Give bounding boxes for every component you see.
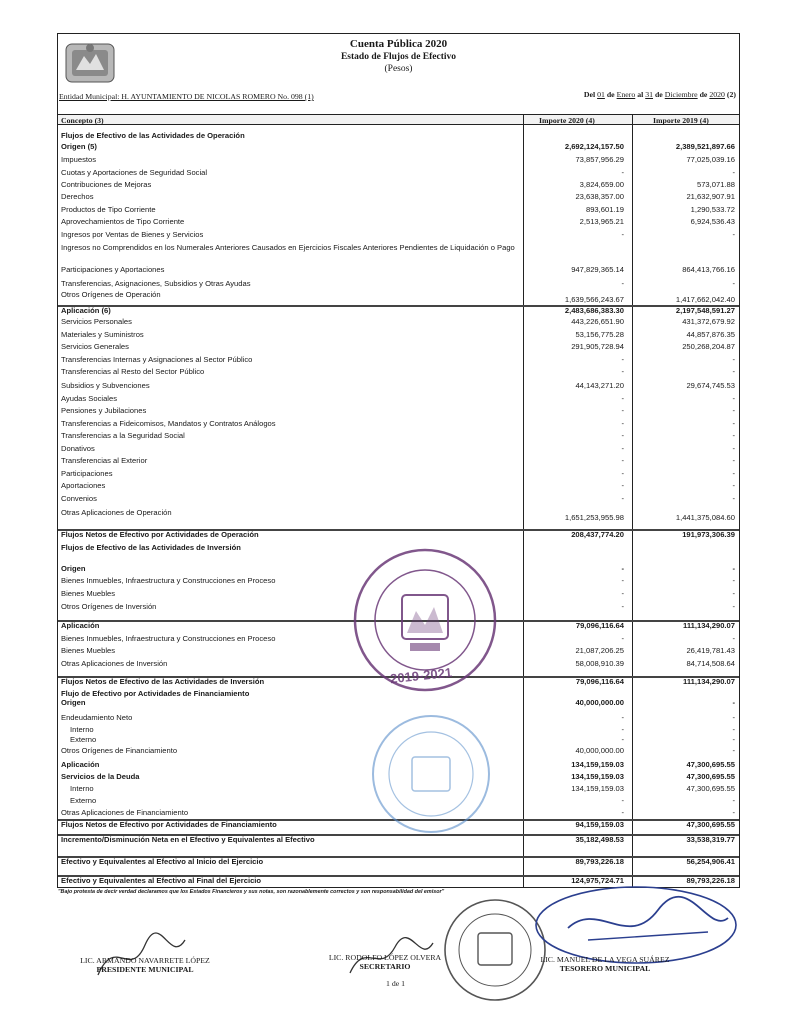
row-value-2020: - [621,168,624,177]
row-value-2019: - [732,355,735,364]
row-value-2020: - [621,406,624,415]
row-value-2020: - [621,230,624,239]
table-row [58,875,739,885]
row-value-2019: 1,290,533.72 [690,205,735,214]
row-value-2019: 33,538,319.77 [686,835,735,844]
row-label: Flujo de Efectivo por Actividades de Financiamiento [61,689,250,698]
row-value-2019: 29,674,745.53 [686,381,735,390]
row-value-2019: 1,417,662,042.40 [675,295,735,304]
row-value-2020: 3,824,659.00 [579,180,624,189]
row-label: Servicios Personales [61,317,132,326]
row-label: Flujos de Efectivo de las Actividades de Operación [61,131,245,140]
row-value-2019: - [732,456,735,465]
row-label: Ayudas Sociales [61,394,118,403]
row-value-2020: 2,513,965.21 [579,217,624,226]
column-divider [632,114,633,887]
row-label: Origen [61,698,86,707]
report-title: Cuenta Pública 2020 [349,38,448,50]
row-label: Aplicación (6) [61,306,111,315]
row-value-2020: 947,829,365.14 [571,265,624,274]
row-value-2019: - [732,230,735,239]
row-label: Convenios [61,494,97,503]
row-value-2019: 111,134,290.07 [683,677,735,686]
table-row [58,856,739,866]
row-value-2019: - [732,444,735,453]
row-value-2020: 443,226,651.90 [571,317,624,326]
table-row [58,305,739,315]
row-value-2020: - [621,634,624,643]
row-label: Efectivo y Equivalentes al Efectivo al Inicio del Ejercicio [61,857,264,866]
row-value-2019: 84,714,508.64 [686,659,735,668]
row-label: Flujos Netos de Efectivo por Actividades de Financiamiento [61,820,277,829]
row-value-2020: - [621,494,624,503]
row-value-2020: - [621,796,624,805]
row-label: Otros Orígenes de Operación [61,290,161,299]
row-value-2019: - [732,406,735,415]
report-units: (Pesos) [384,64,413,74]
row-label: Otros Orígenes de Inversión [61,602,157,611]
row-value-2020: 134,159,159.03 [571,760,624,769]
row-value-2019: - [732,469,735,478]
row-value-2020: - [621,394,624,403]
column-concept: Concepto (3) [61,116,104,125]
row-label: Externo [70,735,97,744]
row-label: Aplicación [61,621,100,630]
row-value-2020: 1,651,253,955.98 [564,513,624,522]
row-label: Servicios Generales [61,342,129,351]
row-label: Aprovechamientos de Tipo Corriente [61,217,185,226]
row-value-2020: - [621,367,624,376]
row-label: Subsidios y Subvenciones [61,381,150,390]
report-subtitle: Estado de Flujos de Efectivo [340,52,457,62]
row-label: Otras Aplicaciones de Financiamiento [61,808,189,817]
row-label: Interno [70,784,94,793]
entity-name: Entidad Municipal: H. AYUNTAMIENTO DE NICOLAS ROMERO No. 098 (1) [59,92,314,101]
row-value-2019: - [732,796,735,805]
row-value-2020: 35,182,498.53 [575,835,624,844]
row-label: Aplicación [61,760,100,769]
row-label: Pensiones y Jubilaciones [61,406,147,415]
row-label: Productos de Tipo Corriente [61,205,156,214]
report-header [58,38,739,75]
column-2020: Importe 2020 (4) [539,116,595,125]
row-label: Otros Orígenes de Financiamiento [61,746,178,755]
row-label: Transferencias Internas y Asignaciones al Sector Público [61,355,253,364]
report-period: Del 01 de Enero al 31 de Diciembre de 2020 (2) [583,90,736,99]
row-value-2020: - [621,713,624,722]
row-label: Otras Aplicaciones de Operación [61,508,172,517]
row-value-2020: 134,159,159.03 [571,772,624,781]
row-value-2020: 44,143,271.20 [575,381,624,390]
row-value-2020: - [621,576,624,585]
row-value-2020: 73,857,956.29 [575,155,624,164]
row-label: Transferencias al Resto del Sector Público [61,367,205,376]
row-value-2019: 77,025,039.16 [686,155,735,164]
row-label: Flujos de Efectivo de las Actividades de Inversión [61,543,241,552]
row-label: Transferencias al Exterior [61,456,148,465]
column-divider [523,114,524,887]
row-value-2019: 191,973,306.39 [682,530,735,539]
row-value-2020: 79,096,116.64 [575,677,624,686]
row-value-2019: 573,071.88 [696,180,735,189]
row-value-2019: 21,632,907.91 [686,192,735,201]
row-value-2019: - [732,602,735,611]
row-value-2019: 864,413,766.16 [682,265,735,274]
row-value-2020: 208,437,774.20 [571,530,624,539]
row-label: Origen (5) [61,142,97,151]
row-value-2019: - [732,419,735,428]
declaration-note: "Bajo protesta de decir verdad declaramos que los Estados Financieros y sus notas, son razonablemente correctos y son responsabilidad del emisor" [58,889,445,895]
row-label: Otras Aplicaciones de Inversión [61,659,168,668]
row-label: Participaciones [61,469,113,478]
row-label: Origen [61,564,86,573]
row-value-2019: - [732,279,735,288]
row-label: Derechos [61,192,94,201]
row-label: Cuotas y Aportaciones de Seguridad Social [61,168,208,177]
row-value-2020: 21,087,206.25 [575,646,624,655]
row-value-2019: - [732,431,735,440]
row-value-2020: - [621,725,624,734]
row-value-2020: 40,000,000.00 [575,698,624,707]
row-value-2019: - [732,713,735,722]
row-value-2020: - [621,419,624,428]
row-value-2020: - [621,735,624,744]
row-value-2019: - [732,494,735,503]
row-value-2020: 893,601.19 [585,205,624,214]
column-2019: Importe 2019 (4) [653,116,709,125]
row-value-2019: 47,300,695.55 [686,772,735,781]
row-value-2019: 47,300,695.55 [686,760,735,769]
row-label: Flujos Netos de Efectivo de las Actividades de Inversión [61,677,265,686]
row-value-2020: - [621,808,624,817]
row-label: Ingresos por Ventas de Bienes y Servicios [61,230,204,239]
row-label: Externo [70,796,97,805]
row-value-2019: 111,134,290.07 [683,621,735,630]
signature-president: LIC. ARMANDO NAVARRETE LÓPEZ PRESIDENTE MUNICIPAL [80,956,210,974]
page-number: 1 de 1 [386,979,406,988]
row-value-2020: - [621,355,624,364]
row-value-2020: 79,096,116.64 [575,621,624,630]
row-label: Bienes Muebles [61,589,116,598]
row-value-2020: - [621,481,624,490]
row-value-2020: - [621,431,624,440]
row-value-2020: - [621,602,624,611]
row-value-2020: 291,905,728.94 [571,342,624,351]
row-value-2020: 2,483,686,383.30 [564,306,624,315]
row-label: Transferencias a la Seguridad Social [61,431,185,440]
row-value-2019: 250,268,204.87 [682,342,735,351]
row-label: Ingresos no Comprendidos en los Numerales Anteriores Causados en Ejercicios Fiscales Anteriores Pendientes de Liquidación o Pago [61,243,515,252]
row-label: Endeudamiento Neto [61,713,133,722]
row-value-2019: 44,857,876.35 [686,330,735,339]
row-value-2019: - [732,168,735,177]
row-value-2019: - [732,634,735,643]
row-value-2019: 56,254,906.41 [686,857,735,866]
row-value-2019: 2,197,548,591.27 [675,306,735,315]
row-value-2019: - [732,698,735,707]
row-label: Participaciones y Aportaciones [61,265,165,274]
row-value-2019: - [732,367,735,376]
row-label: Efectivo y Equivalentes al Efectivo al Final del Ejercicio [61,876,262,885]
row-value-2019: 47,300,695.55 [686,784,735,793]
row-value-2020: 53,156,775.28 [575,330,624,339]
row-value-2019: - [732,576,735,585]
row-value-2019: 1,441,375,084.60 [675,513,735,522]
president-signature-icon [90,925,190,985]
treasury-seal-icon [370,713,492,835]
row-label: Transferencias, Asignaciones, Subsidios y Otras Ayudas [61,279,251,288]
row-value-2020: - [621,456,624,465]
row-value-2019: 47,300,695.55 [686,820,735,829]
row-value-2020: - [621,589,624,598]
row-label: Impuestos [61,155,97,164]
table-row [58,529,739,539]
row-value-2019: - [732,725,735,734]
row-value-2020: 58,008,910.39 [575,659,624,668]
row-value-2020: - [621,564,624,573]
row-value-2020: 23,638,357.00 [575,192,624,201]
row-label: Aportaciones [61,481,106,490]
row-label: Materiales y Suministros [61,330,144,339]
row-label: Bienes Inmuebles, Infraestructura y Construcciones en Proceso [61,576,276,585]
row-value-2019: 2,389,521,897.66 [675,142,735,151]
row-value-2020: 124,975,724.71 [571,876,624,885]
row-value-2019: - [732,746,735,755]
signature-treasurer: LIC. MANUEL DE LA VEGA SUÁREZ TESORERO MUNICIPAL [540,955,670,973]
row-value-2019: - [732,808,735,817]
row-value-2019: - [732,589,735,598]
row-value-2019: - [732,481,735,490]
row-value-2020: - [621,469,624,478]
row-label: Transferencias a Fideicomisos, Mandatos y Contratos Análogos [61,419,276,428]
column-header-row [58,114,739,125]
row-value-2019: 89,793,226.18 [686,876,735,885]
row-label: Contribuciones de Mejoras [61,180,152,189]
row-label: Donativos [61,444,95,453]
row-value-2020: 40,000,000.00 [575,746,624,755]
seal-years: 2019-2021 [389,664,453,687]
row-value-2020: - [621,444,624,453]
row-label: Interno [70,725,94,734]
row-value-2020: 2,692,124,157.50 [564,142,624,151]
row-label: Bienes Inmuebles, Infraestructura y Construcciones en Proceso [61,634,276,643]
row-value-2019: 6,924,536.43 [690,217,735,226]
row-label: Bienes Muebles [61,646,116,655]
row-label: Servicios de la Deuda [61,772,140,781]
row-value-2019: - [732,394,735,403]
row-value-2020: 89,793,226.18 [575,857,624,866]
row-value-2019: 431,372,679.92 [682,317,735,326]
row-value-2020: - [621,279,624,288]
row-value-2020: 94,159,159.03 [575,820,624,829]
signature-secretary: LIC. RODOLFO LÓPEZ OLVERA SECRETARIO [328,953,442,971]
row-value-2019: - [732,735,735,744]
row-value-2019: 26,419,781.43 [686,646,735,655]
row-value-2019: - [732,564,735,573]
row-label: Flujos Netos de Efectivo por Actividades de Operación [61,530,259,539]
row-value-2020: 1,639,566,243.67 [564,295,624,304]
row-value-2020: 134,159,159.03 [571,784,624,793]
row-label: Incremento/Disminución Neta en el Efectivo y Equivalentes al Efectivo [61,835,315,844]
